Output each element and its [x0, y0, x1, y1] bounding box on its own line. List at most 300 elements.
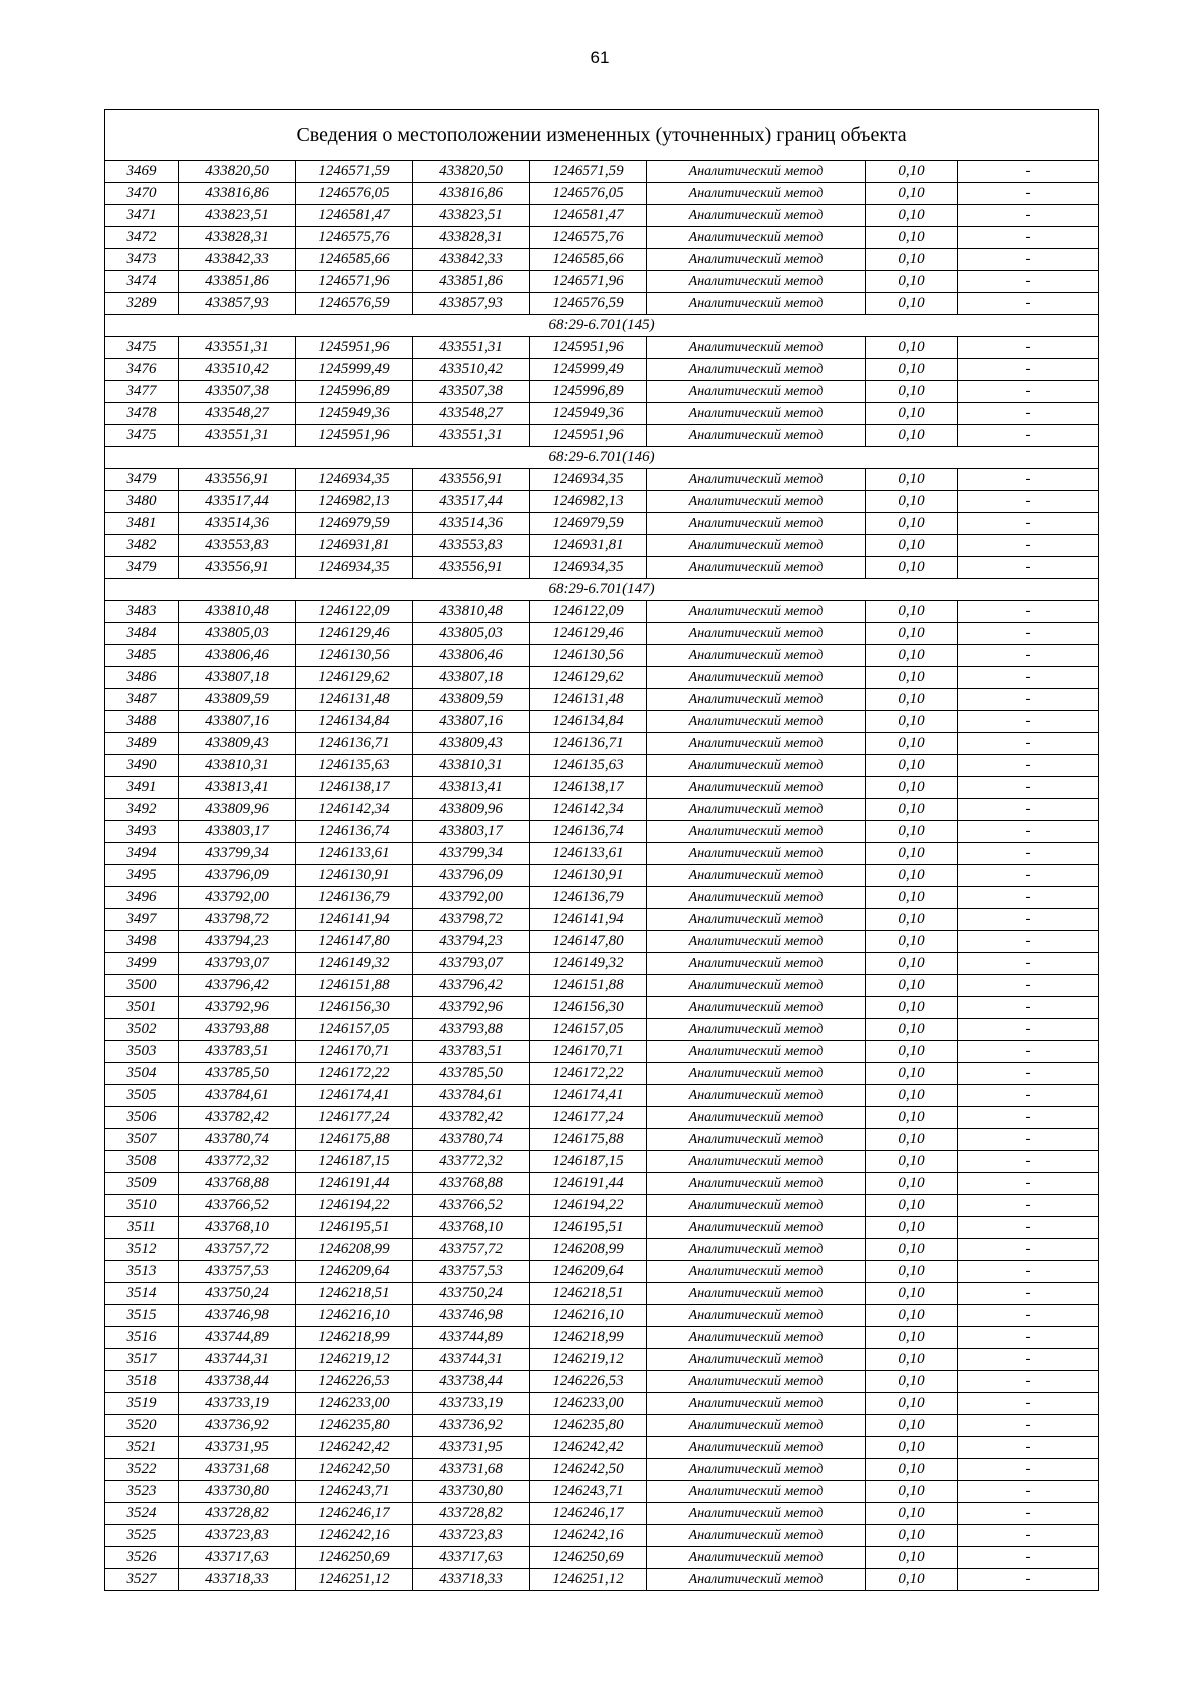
cell-method: Аналитический метод	[647, 161, 866, 183]
cell-method: Аналитический метод	[647, 249, 866, 271]
table-title-row	[105, 110, 1099, 161]
cell-method: Аналитический метод	[647, 1305, 866, 1327]
cell-y-old: 1246141,94	[296, 909, 413, 931]
cell-description: -	[958, 1371, 1099, 1393]
cell-x-old: 433809,96	[179, 799, 296, 821]
cell-description: -	[958, 689, 1099, 711]
table-row	[105, 1393, 1099, 1415]
cell-y-old: 1246130,91	[296, 865, 413, 887]
table-row	[105, 1305, 1099, 1327]
cell-description: -	[958, 337, 1099, 359]
cell-x-old: 433772,32	[179, 1151, 296, 1173]
cell-description: -	[958, 1569, 1099, 1591]
cell-x-old: 433785,50	[179, 1063, 296, 1085]
cell-y-old: 1246242,42	[296, 1437, 413, 1459]
cell-accuracy: 0,10	[866, 1063, 958, 1085]
cell-point-number: 3470	[105, 183, 179, 205]
cell-y-new: 1246218,99	[530, 1327, 647, 1349]
cell-accuracy: 0,10	[866, 1415, 958, 1437]
cell-method: Аналитический метод	[647, 711, 866, 733]
cell-description: -	[958, 843, 1099, 865]
cell-method: Аналитический метод	[647, 909, 866, 931]
cell-x-old: 433820,50	[179, 161, 296, 183]
cell-description: -	[958, 1393, 1099, 1415]
cell-x-old: 433810,48	[179, 601, 296, 623]
cell-method: Аналитический метод	[647, 755, 866, 777]
cell-y-new: 1246156,30	[530, 997, 647, 1019]
table-row	[105, 1217, 1099, 1239]
table-row	[105, 799, 1099, 821]
cell-description: -	[958, 1481, 1099, 1503]
table-row	[105, 1129, 1099, 1151]
cell-y-old: 1246170,71	[296, 1041, 413, 1063]
cell-y-old: 1246130,56	[296, 645, 413, 667]
cell-point-number: 3476	[105, 359, 179, 381]
cell-y-new: 1245996,89	[530, 381, 647, 403]
cell-description: -	[958, 975, 1099, 997]
cell-x-new: 433750,24	[413, 1283, 530, 1305]
cell-y-old: 1246250,69	[296, 1547, 413, 1569]
cell-y-old: 1246575,76	[296, 227, 413, 249]
cell-description: -	[958, 469, 1099, 491]
cell-description: -	[958, 755, 1099, 777]
cell-description: -	[958, 381, 1099, 403]
table-row	[105, 1107, 1099, 1129]
cell-x-new: 433731,95	[413, 1437, 530, 1459]
cell-point-number: 3481	[105, 513, 179, 535]
cell-point-number: 3497	[105, 909, 179, 931]
cell-accuracy: 0,10	[866, 1437, 958, 1459]
cell-point-number: 3508	[105, 1151, 179, 1173]
cell-point-number: 3517	[105, 1349, 179, 1371]
cell-description: -	[958, 931, 1099, 953]
cell-point-number: 3475	[105, 425, 179, 447]
cell-description: -	[958, 799, 1099, 821]
cell-accuracy: 0,10	[866, 953, 958, 975]
cell-x-old: 433794,23	[179, 931, 296, 953]
cell-point-number: 3489	[105, 733, 179, 755]
cell-x-old: 433809,59	[179, 689, 296, 711]
cell-y-new: 1246122,09	[530, 601, 647, 623]
cell-x-new: 433794,23	[413, 931, 530, 953]
cell-accuracy: 0,10	[866, 733, 958, 755]
cell-method: Аналитический метод	[647, 843, 866, 865]
cell-point-number: 3520	[105, 1415, 179, 1437]
cell-x-old: 433744,31	[179, 1349, 296, 1371]
cell-y-old: 1246172,22	[296, 1063, 413, 1085]
cell-x-new: 433551,31	[413, 337, 530, 359]
cell-y-new: 1246934,35	[530, 469, 647, 491]
cell-method: Аналитический метод	[647, 1217, 866, 1239]
cell-y-old: 1246149,32	[296, 953, 413, 975]
cell-description: -	[958, 425, 1099, 447]
cell-accuracy: 0,10	[866, 1327, 958, 1349]
cell-y-old: 1246218,99	[296, 1327, 413, 1349]
cell-y-new: 1246218,51	[530, 1283, 647, 1305]
cell-point-number: 3484	[105, 623, 179, 645]
cell-x-new: 433807,18	[413, 667, 530, 689]
cell-y-old: 1246576,05	[296, 183, 413, 205]
table-row	[105, 1239, 1099, 1261]
cell-description: -	[958, 601, 1099, 623]
table-row	[105, 1151, 1099, 1173]
cell-x-old: 433784,61	[179, 1085, 296, 1107]
cell-x-old: 433750,24	[179, 1283, 296, 1305]
cell-accuracy: 0,10	[866, 491, 958, 513]
cell-point-number: 3498	[105, 931, 179, 953]
cell-x-old: 433514,36	[179, 513, 296, 535]
cell-y-new: 1246141,94	[530, 909, 647, 931]
cell-x-new: 433510,42	[413, 359, 530, 381]
cell-x-old: 433768,10	[179, 1217, 296, 1239]
cell-y-old: 1245951,96	[296, 337, 413, 359]
cell-y-new: 1246142,34	[530, 799, 647, 821]
cell-x-new: 433810,31	[413, 755, 530, 777]
cell-x-new: 433757,72	[413, 1239, 530, 1261]
cell-description: -	[958, 711, 1099, 733]
cell-x-old: 433793,07	[179, 953, 296, 975]
table-row	[105, 1283, 1099, 1305]
cell-x-old: 433757,53	[179, 1261, 296, 1283]
table-row	[105, 931, 1099, 953]
table-row	[105, 667, 1099, 689]
cell-method: Аналитический метод	[647, 623, 866, 645]
cell-method: Аналитический метод	[647, 557, 866, 579]
cell-accuracy: 0,10	[866, 1239, 958, 1261]
cell-x-new: 433514,36	[413, 513, 530, 535]
cell-x-new: 433816,86	[413, 183, 530, 205]
cell-x-new: 433780,74	[413, 1129, 530, 1151]
cell-x-old: 433718,33	[179, 1569, 296, 1591]
cell-method: Аналитический метод	[647, 1173, 866, 1195]
cell-description: -	[958, 491, 1099, 513]
table-row	[105, 535, 1099, 557]
cell-accuracy: 0,10	[866, 1547, 958, 1569]
table-row	[105, 1195, 1099, 1217]
cell-accuracy: 0,10	[866, 1503, 958, 1525]
table-row	[105, 1437, 1099, 1459]
cell-y-old: 1246133,61	[296, 843, 413, 865]
cell-y-new: 1246219,12	[530, 1349, 647, 1371]
cell-point-number: 3471	[105, 205, 179, 227]
cell-point-number: 3526	[105, 1547, 179, 1569]
cell-y-old: 1246218,51	[296, 1283, 413, 1305]
cell-accuracy: 0,10	[866, 1085, 958, 1107]
cell-point-number: 3516	[105, 1327, 179, 1349]
cell-y-new: 1246172,22	[530, 1063, 647, 1085]
cell-y-new: 1246195,51	[530, 1217, 647, 1239]
cell-x-old: 433553,83	[179, 535, 296, 557]
cell-x-new: 433784,61	[413, 1085, 530, 1107]
cell-method: Аналитический метод	[647, 1085, 866, 1107]
cell-x-new: 433736,92	[413, 1415, 530, 1437]
cell-description: -	[958, 403, 1099, 425]
cell-y-new: 1246151,88	[530, 975, 647, 997]
cell-y-new: 1246187,15	[530, 1151, 647, 1173]
cell-accuracy: 0,10	[866, 1261, 958, 1283]
cell-description: -	[958, 733, 1099, 755]
cell-y-new: 1246138,17	[530, 777, 647, 799]
cell-accuracy: 0,10	[866, 183, 958, 205]
table-row	[105, 887, 1099, 909]
cell-y-new: 1246136,74	[530, 821, 647, 843]
cell-description: -	[958, 557, 1099, 579]
cell-x-new: 433548,27	[413, 403, 530, 425]
cell-x-old: 433738,44	[179, 1371, 296, 1393]
cell-y-new: 1246191,44	[530, 1173, 647, 1195]
cell-y-new: 1246134,84	[530, 711, 647, 733]
cell-y-new: 1246133,61	[530, 843, 647, 865]
cell-point-number: 3488	[105, 711, 179, 733]
cell-method: Аналитический метод	[647, 689, 866, 711]
cell-x-old: 433823,51	[179, 205, 296, 227]
cell-description: -	[958, 1415, 1099, 1437]
cell-accuracy: 0,10	[866, 909, 958, 931]
cell-x-old: 433548,27	[179, 403, 296, 425]
cell-y-new: 1246226,53	[530, 1371, 647, 1393]
cell-method: Аналитический метод	[647, 1525, 866, 1547]
cell-method: Аналитический метод	[647, 601, 866, 623]
cell-method: Аналитический метод	[647, 491, 866, 513]
cell-x-new: 433556,91	[413, 557, 530, 579]
cell-method: Аналитический метод	[647, 1393, 866, 1415]
cell-y-old: 1246129,62	[296, 667, 413, 689]
cell-x-new: 433793,07	[413, 953, 530, 975]
cell-y-old: 1246131,48	[296, 689, 413, 711]
cell-method: Аналитический метод	[647, 1151, 866, 1173]
cell-x-old: 433792,96	[179, 997, 296, 1019]
cell-accuracy: 0,10	[866, 843, 958, 865]
table-row	[105, 557, 1099, 579]
cell-point-number: 3475	[105, 337, 179, 359]
cell-point-number: 3477	[105, 381, 179, 403]
cell-description: -	[958, 1129, 1099, 1151]
cell-point-number: 3511	[105, 1217, 179, 1239]
cell-x-old: 433798,72	[179, 909, 296, 931]
cell-x-old: 433517,44	[179, 491, 296, 513]
table-row	[105, 271, 1099, 293]
cell-y-old: 1246585,66	[296, 249, 413, 271]
cell-y-new: 1246242,50	[530, 1459, 647, 1481]
cell-x-new: 433768,10	[413, 1217, 530, 1239]
cell-y-new: 1245951,96	[530, 337, 647, 359]
cell-y-old: 1245999,49	[296, 359, 413, 381]
cell-y-old: 1246219,12	[296, 1349, 413, 1371]
cell-description: -	[958, 1327, 1099, 1349]
cell-method: Аналитический метод	[647, 1283, 866, 1305]
cell-y-old: 1246246,17	[296, 1503, 413, 1525]
cell-description: -	[958, 1239, 1099, 1261]
table-row	[105, 821, 1099, 843]
cell-method: Аналитический метод	[647, 799, 866, 821]
cell-point-number: 3495	[105, 865, 179, 887]
cell-accuracy: 0,10	[866, 1173, 958, 1195]
cell-accuracy: 0,10	[866, 381, 958, 403]
cell-description: -	[958, 1261, 1099, 1283]
cell-x-new: 433851,86	[413, 271, 530, 293]
cell-description: -	[958, 865, 1099, 887]
cell-point-number: 3504	[105, 1063, 179, 1085]
cell-y-old: 1246235,80	[296, 1415, 413, 1437]
cell-accuracy: 0,10	[866, 865, 958, 887]
cell-description: -	[958, 909, 1099, 931]
cell-y-new: 1246157,05	[530, 1019, 647, 1041]
cell-y-old: 1245996,89	[296, 381, 413, 403]
cell-point-number: 3513	[105, 1261, 179, 1283]
cell-x-new: 433553,83	[413, 535, 530, 557]
cell-accuracy: 0,10	[866, 799, 958, 821]
cell-x-old: 433842,33	[179, 249, 296, 271]
cell-accuracy: 0,10	[866, 1305, 958, 1327]
table-row	[105, 1481, 1099, 1503]
cell-x-new: 433792,96	[413, 997, 530, 1019]
cell-y-old: 1246934,35	[296, 557, 413, 579]
cell-point-number: 3518	[105, 1371, 179, 1393]
cell-method: Аналитический метод	[647, 1503, 866, 1525]
cell-x-new: 433772,32	[413, 1151, 530, 1173]
cell-y-new: 1246242,42	[530, 1437, 647, 1459]
cell-method: Аналитический метод	[647, 1063, 866, 1085]
cell-point-number: 3493	[105, 821, 179, 843]
table-row	[105, 1459, 1099, 1481]
cell-y-new: 1246208,99	[530, 1239, 647, 1261]
table-row	[105, 1547, 1099, 1569]
cell-description: -	[958, 1041, 1099, 1063]
cell-accuracy: 0,10	[866, 359, 958, 381]
cell-description: -	[958, 887, 1099, 909]
table-body	[105, 110, 1099, 1591]
cell-accuracy: 0,10	[866, 249, 958, 271]
cell-method: Аналитический метод	[647, 1459, 866, 1481]
cell-y-old: 1246243,71	[296, 1481, 413, 1503]
cell-y-new: 1246216,10	[530, 1305, 647, 1327]
cell-point-number: 3479	[105, 469, 179, 491]
cell-x-new: 433718,33	[413, 1569, 530, 1591]
cell-description: -	[958, 777, 1099, 799]
cell-y-new: 1246585,66	[530, 249, 647, 271]
cell-y-old: 1246136,74	[296, 821, 413, 843]
cell-method: Аналитический метод	[647, 403, 866, 425]
table-row	[105, 1371, 1099, 1393]
cell-method: Аналитический метод	[647, 381, 866, 403]
cell-x-old: 433782,42	[179, 1107, 296, 1129]
cell-x-new: 433785,50	[413, 1063, 530, 1085]
cell-y-new: 1246130,56	[530, 645, 647, 667]
cell-accuracy: 0,10	[866, 1525, 958, 1547]
table-row	[105, 733, 1099, 755]
table-row	[105, 1063, 1099, 1085]
cell-accuracy: 0,10	[866, 1569, 958, 1591]
cell-x-new: 433798,72	[413, 909, 530, 931]
cell-x-new: 433793,88	[413, 1019, 530, 1041]
cell-description: -	[958, 1283, 1099, 1305]
cell-point-number: 3496	[105, 887, 179, 909]
cell-y-new: 1246177,24	[530, 1107, 647, 1129]
section-heading: 68:29-6.701(147)	[105, 579, 1099, 601]
cell-x-new: 433731,68	[413, 1459, 530, 1481]
cell-x-old: 433733,19	[179, 1393, 296, 1415]
cell-x-old: 433807,16	[179, 711, 296, 733]
cell-description: -	[958, 1305, 1099, 1327]
cell-point-number: 3509	[105, 1173, 179, 1195]
cell-accuracy: 0,10	[866, 821, 958, 843]
cell-accuracy: 0,10	[866, 997, 958, 1019]
cell-x-new: 433799,34	[413, 843, 530, 865]
cell-description: -	[958, 1063, 1099, 1085]
cell-y-new: 1246131,48	[530, 689, 647, 711]
table-row	[105, 359, 1099, 381]
cell-point-number: 3494	[105, 843, 179, 865]
cell-x-old: 433736,92	[179, 1415, 296, 1437]
section-heading: 68:29-6.701(145)	[105, 315, 1099, 337]
table-row	[105, 1503, 1099, 1525]
cell-x-new: 433796,42	[413, 975, 530, 997]
cell-point-number: 3478	[105, 403, 179, 425]
table-row	[105, 1349, 1099, 1371]
cell-point-number: 3515	[105, 1305, 179, 1327]
cell-method: Аналитический метод	[647, 1129, 866, 1151]
cell-point-number: 3521	[105, 1437, 179, 1459]
cell-y-new: 1246135,63	[530, 755, 647, 777]
cell-y-old: 1246134,84	[296, 711, 413, 733]
cell-method: Аналитический метод	[647, 1327, 866, 1349]
cell-y-old: 1246136,79	[296, 887, 413, 909]
cell-accuracy: 0,10	[866, 887, 958, 909]
cell-y-new: 1246243,71	[530, 1481, 647, 1503]
cell-y-new: 1246194,22	[530, 1195, 647, 1217]
cell-y-new: 1246251,12	[530, 1569, 647, 1591]
cell-y-new: 1246136,71	[530, 733, 647, 755]
table-row	[105, 1173, 1099, 1195]
table-title: Сведения о местоположении измененных (уточненных) границ объекта	[105, 110, 1099, 161]
cell-accuracy: 0,10	[866, 601, 958, 623]
cell-x-new: 433783,51	[413, 1041, 530, 1063]
cell-x-old: 433746,98	[179, 1305, 296, 1327]
cell-y-old: 1246151,88	[296, 975, 413, 997]
cell-y-new: 1246147,80	[530, 931, 647, 953]
cell-method: Аналитический метод	[647, 293, 866, 315]
cell-point-number: 3289	[105, 293, 179, 315]
cell-accuracy: 0,10	[866, 667, 958, 689]
cell-accuracy: 0,10	[866, 711, 958, 733]
table-row	[105, 1569, 1099, 1591]
cell-point-number: 3474	[105, 271, 179, 293]
cell-point-number: 3472	[105, 227, 179, 249]
cell-description: -	[958, 1085, 1099, 1107]
page-number: 61	[590, 48, 610, 67]
cell-x-old: 433857,93	[179, 293, 296, 315]
cell-point-number: 3525	[105, 1525, 179, 1547]
cell-description: -	[958, 183, 1099, 205]
table-row	[105, 1041, 1099, 1063]
cell-point-number: 3523	[105, 1481, 179, 1503]
cell-method: Аналитический метод	[647, 1041, 866, 1063]
cell-y-new: 1246576,05	[530, 183, 647, 205]
cell-x-new: 433823,51	[413, 205, 530, 227]
cell-x-old: 433507,38	[179, 381, 296, 403]
cell-x-old: 433556,91	[179, 469, 296, 491]
cell-description: -	[958, 645, 1099, 667]
cell-accuracy: 0,10	[866, 1283, 958, 1305]
cell-x-old: 433551,31	[179, 337, 296, 359]
cell-y-old: 1246226,53	[296, 1371, 413, 1393]
cell-x-old: 433805,03	[179, 623, 296, 645]
cell-method: Аналитический метод	[647, 997, 866, 1019]
cell-y-old: 1246242,50	[296, 1459, 413, 1481]
cell-y-new: 1246575,76	[530, 227, 647, 249]
cell-y-new: 1246129,46	[530, 623, 647, 645]
cell-x-old: 433796,09	[179, 865, 296, 887]
